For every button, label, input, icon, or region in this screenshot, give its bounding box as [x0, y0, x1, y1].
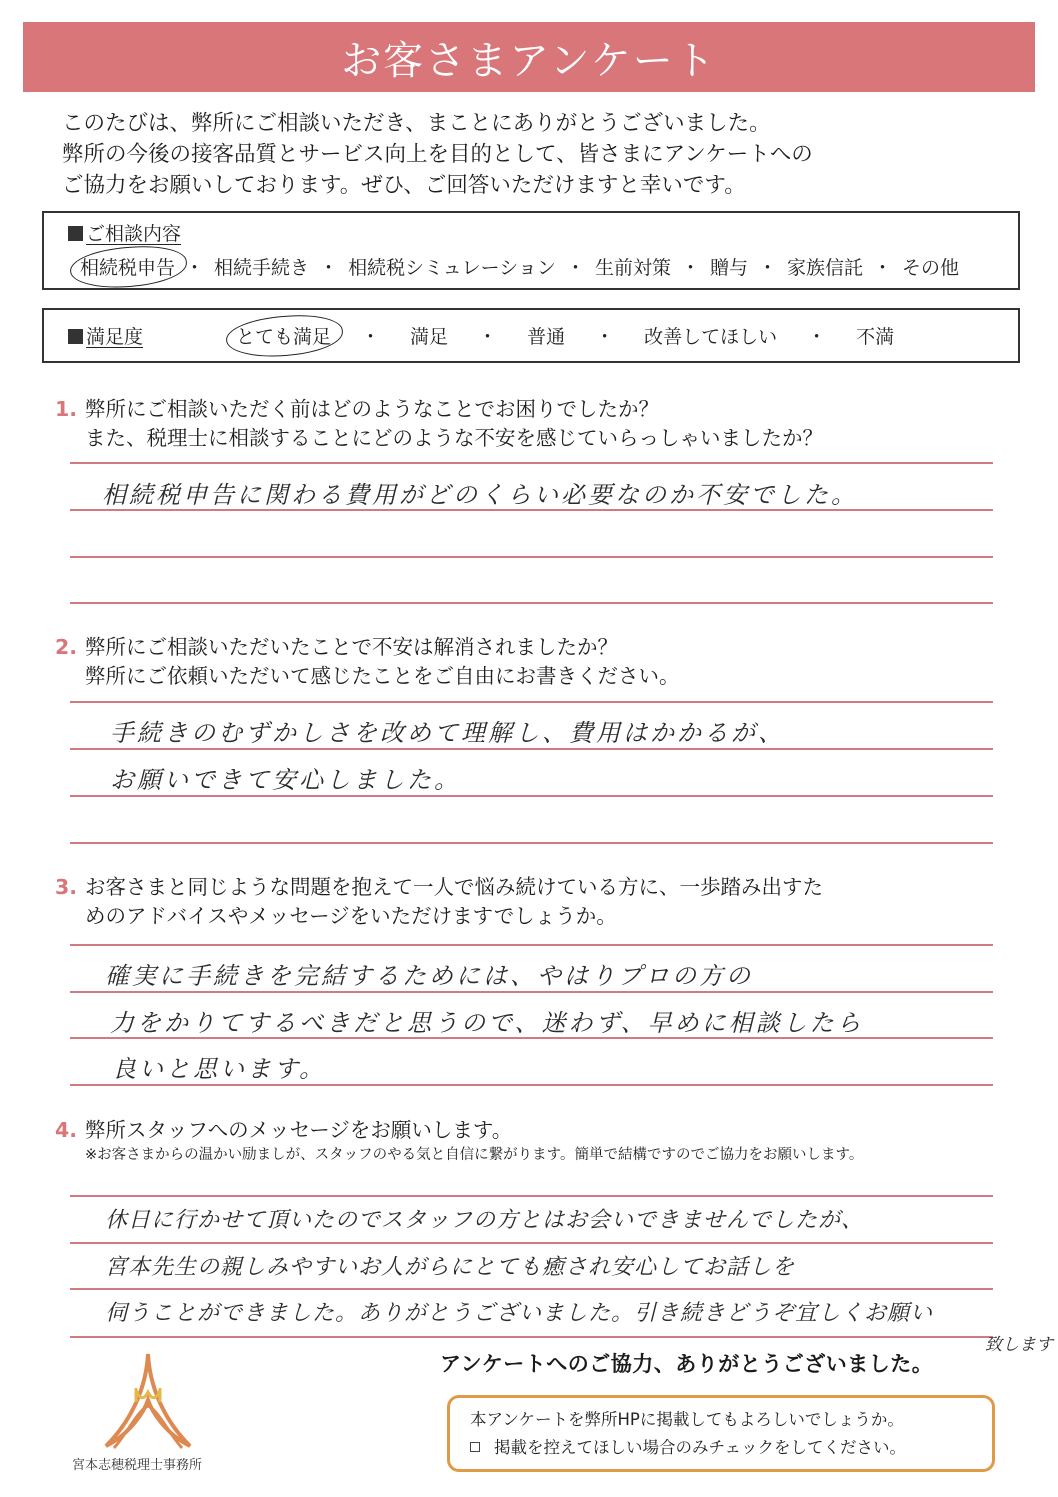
- square-bullet-icon: [68, 226, 83, 241]
- consultation-option[interactable]: その他: [902, 257, 960, 279]
- office-name: 宮本志穂税理士事務所: [72, 1458, 203, 1473]
- answer-2-line[interactable]: 手続きのむずかしさを改めて理解し、費用はかかるが、: [110, 719, 785, 747]
- question-1: 1. 弊所にご相談いただく前はどのようなことでお困りでしたか？ また、税理士に相談することにどのような不安を感じていらっしゃいましたか？: [55, 397, 823, 450]
- thanks-message: アンケートへのご協力、ありがとうございました。: [440, 1352, 934, 1376]
- answer-3-line[interactable]: 確実に手続きを完結するためには、やはりプロの方の: [105, 962, 753, 990]
- consultation-option[interactable]: 相続税シミュレーション: [348, 257, 556, 279]
- intro-text: [62, 108, 1022, 201]
- question-number: 4.: [55, 1118, 78, 1142]
- satisfaction-option[interactable]: 普通: [527, 326, 566, 348]
- consultation-label: ご相談内容: [68, 219, 181, 246]
- satisfaction-option[interactable]: 改善してほしい: [644, 326, 778, 348]
- ruled-line: [70, 795, 993, 797]
- intro-line: 弊所の今後の接客品質とサービス向上を目的として、皆さまにアンケートへの: [62, 142, 813, 167]
- consultation-options: 相続税申告 ・ 相続手続き ・ 相続税シミュレーション ・ 生前対策 ・ 贈与 ・ 家族信託 ・ その他: [78, 253, 961, 280]
- consultation-option[interactable]: 相続手続き: [214, 257, 310, 279]
- satisfaction-option[interactable]: 不満: [856, 326, 895, 348]
- question-number: 1.: [55, 397, 78, 421]
- survey-title: お客さまアンケート: [341, 37, 717, 84]
- ruled-line: [70, 701, 993, 703]
- satisfaction-option[interactable]: 満足: [410, 326, 449, 348]
- question-4-note: ※お客さまからの温かい励ましが、スタッフのやる気と自信に繋がります。簡単で結構ですのでご協力をお願いします。: [85, 1147, 864, 1163]
- answer-3-line[interactable]: 力をかりてするべきだと思うので、迷わず、早めに相談したら: [110, 1009, 864, 1037]
- ruled-line: [70, 991, 993, 993]
- ruled-line: [70, 556, 993, 558]
- answer-4-overflow[interactable]: 致します: [985, 1335, 1053, 1355]
- ruled-line: [70, 1242, 993, 1244]
- ruled-line: [70, 842, 993, 844]
- ruled-line: [70, 1084, 993, 1086]
- consultation-option-selected[interactable]: 相続税申告: [78, 253, 177, 280]
- consultation-option[interactable]: 生前対策: [594, 257, 671, 279]
- question-number: 3.: [55, 875, 78, 899]
- satisfaction-box: [42, 308, 1020, 363]
- question-number: 2.: [55, 635, 78, 659]
- satisfaction-label: 満足度: [68, 322, 143, 349]
- ruled-line: [70, 509, 993, 511]
- ruled-line: [70, 1336, 993, 1338]
- answer-4-line[interactable]: 休日に行かせて頂いたのでスタッフの方とはお会いできませんでしたが、: [105, 1208, 865, 1233]
- ruled-line: [70, 1195, 993, 1197]
- ruled-line: [70, 748, 993, 750]
- ruled-line: [70, 602, 993, 604]
- answer-3-line[interactable]: 良いと思います。: [112, 1055, 327, 1083]
- hp-publish-box: [447, 1395, 995, 1472]
- answer-1-line[interactable]: 相続税申告に関わる費用がどのくらい必要なのか不安でした。: [102, 481, 858, 509]
- intro-line: ご協力をお願いしております。ぜひ、ご回答いただけますと幸いです。: [62, 173, 746, 198]
- satisfaction-option-selected[interactable]: とても満足: [234, 322, 333, 349]
- ruled-line: [70, 462, 993, 464]
- ruled-line: [70, 1037, 993, 1039]
- ruled-line: [70, 1288, 993, 1290]
- question-2: 2. 弊所にご相談いただいたことで不安は解消されましたか？ 弊所にご依頼いただいて感じたことをご自由にお書きください。: [55, 635, 680, 688]
- consultation-option[interactable]: 贈与: [709, 257, 748, 279]
- square-bullet-icon: [68, 329, 83, 344]
- consultation-option[interactable]: 家族信託: [787, 257, 864, 279]
- answer-4-line[interactable]: 伺うことができました。ありがとうございました。引き続きどうぞ宜しくお願い: [105, 1301, 934, 1326]
- answer-2-line[interactable]: お願いできて安心しました。: [110, 766, 461, 794]
- ruled-line: [70, 944, 993, 946]
- hp-checkbox-row[interactable]: 掲載を控えてほしい場合のみチェックをしてください。: [470, 1434, 972, 1462]
- mountain-crown-logo-icon: [100, 1350, 240, 1455]
- survey-header-band: [23, 22, 1035, 92]
- hp-opt-out-checkbox[interactable]: [470, 1442, 480, 1452]
- consultation-box: [42, 211, 1020, 290]
- hp-question: 本アンケートを弊所HPに掲載してもよろしいでしょうか。: [470, 1410, 904, 1429]
- intro-line: このたびは、弊所にご相談いただき、まことにありがとうございました。: [62, 111, 771, 136]
- question-3: 3. お客さまと同じような問題を抱えて一人で悩み続けている方に、一歩踏み出すた めのアドバイスやメッセージをいただけますでしょうか。: [55, 875, 823, 928]
- question-4: 4. 弊所スタッフへのメッセージをお願いします。 ※お客さまからの温かい励ましが、スタッフのやる気と自信に繋がります。簡単で結構ですのでご協力をお願いします。: [55, 1118, 864, 1163]
- satisfaction-options: とても満足 ・ 満足 ・ 普通 ・ 改善してほしい ・ 不満: [234, 322, 896, 349]
- answer-4-line[interactable]: 宮本先生の親しみやすいお人がらにとても癒され安心してお話しを: [105, 1255, 796, 1280]
